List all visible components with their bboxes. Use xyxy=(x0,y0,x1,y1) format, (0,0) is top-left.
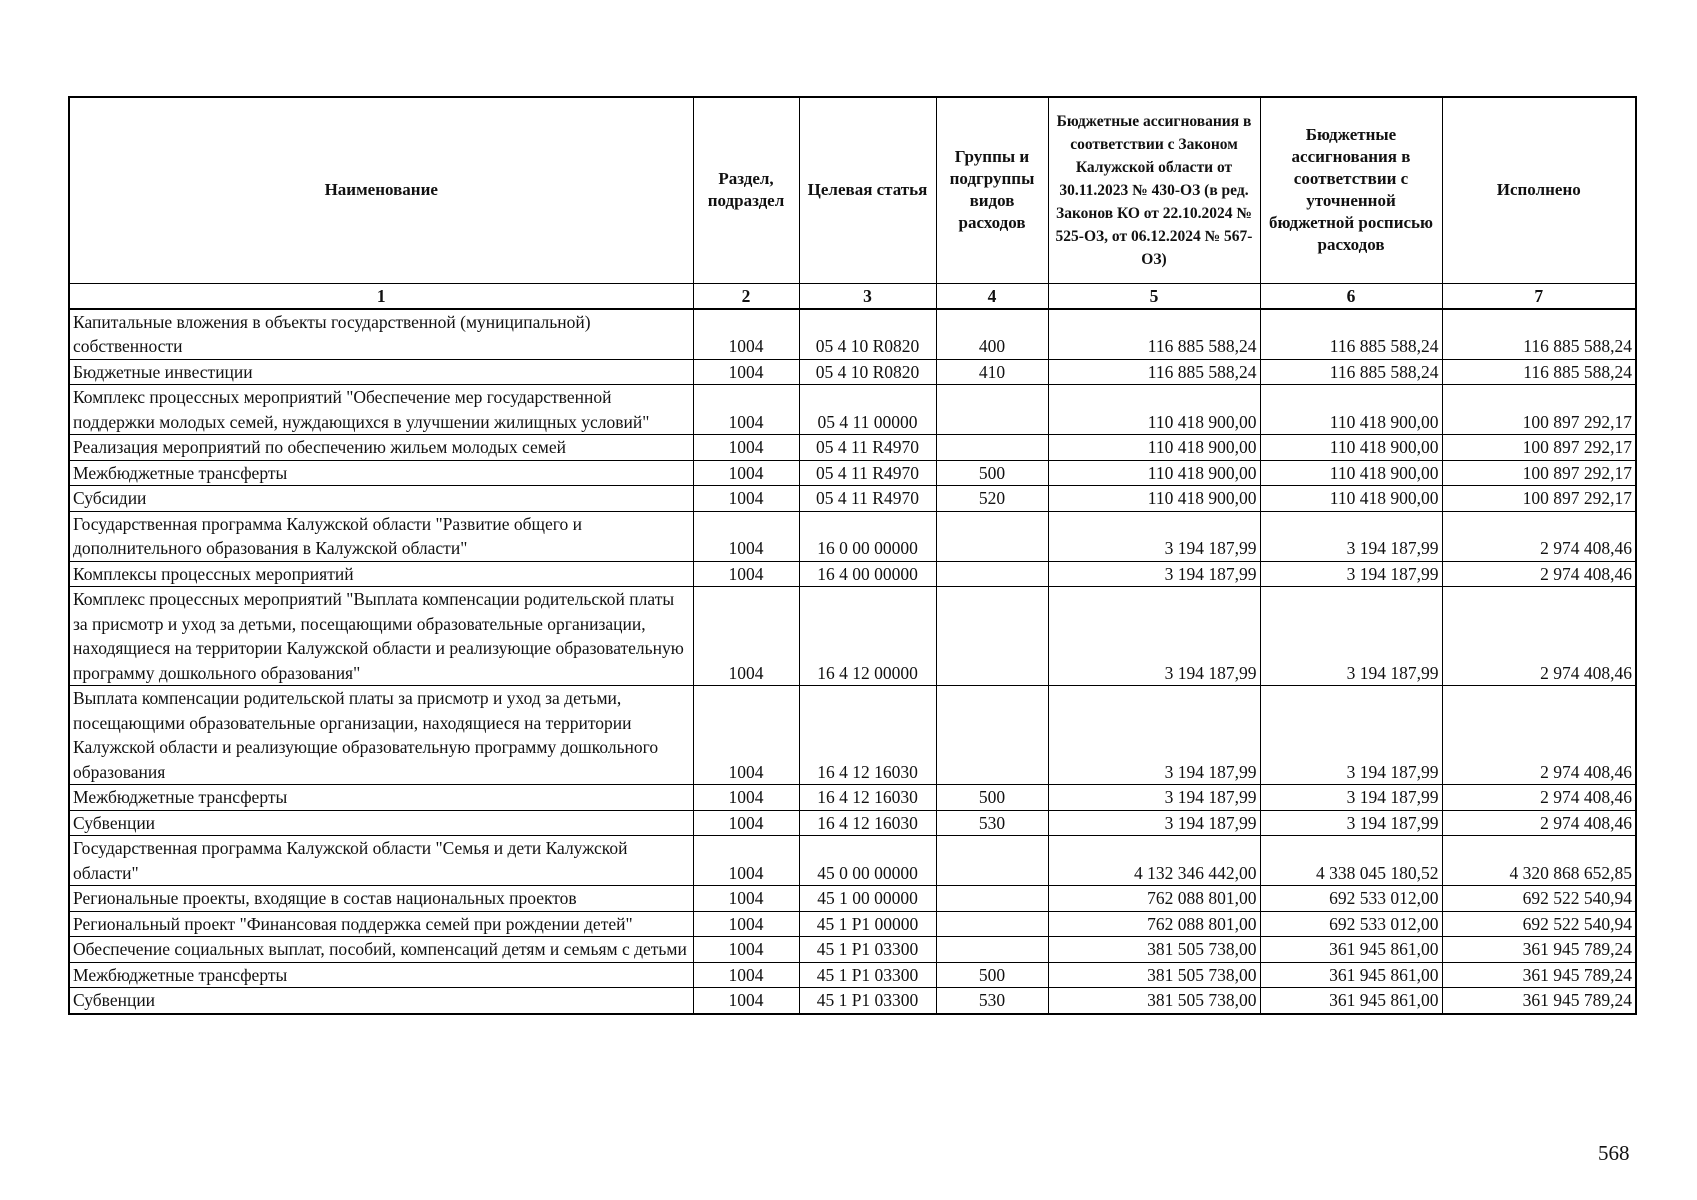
cell-expense-group: 530 xyxy=(936,810,1048,836)
header-groups: Группы и подгруппы видов расходов xyxy=(936,97,1048,283)
cell-target-article: 45 1 P1 03300 xyxy=(799,962,936,988)
cell-executed: 2 974 408,46 xyxy=(1442,511,1636,561)
table-row xyxy=(69,810,1636,836)
cell-expense-group: 500 xyxy=(936,785,1048,811)
cell-target-article: 45 0 00 00000 xyxy=(799,836,936,886)
cell-law-allocation: 110 418 900,00 xyxy=(1048,385,1260,435)
cell-schedule-allocation: 116 885 588,24 xyxy=(1260,309,1442,360)
cell-law-allocation: 3 194 187,99 xyxy=(1048,810,1260,836)
cell-executed: 2 974 408,46 xyxy=(1442,785,1636,811)
cell-name: Государственная программа Калужской области "Семья и дети Калужской области" xyxy=(69,836,693,886)
table-row xyxy=(69,435,1636,461)
cell-schedule-allocation: 4 338 045 180,52 xyxy=(1260,836,1442,886)
cell-target-article: 45 1 00 00000 xyxy=(799,886,936,912)
cell-law-allocation: 3 194 187,99 xyxy=(1048,686,1260,785)
column-number: 1 xyxy=(69,283,693,309)
cell-target-article: 45 1 P1 03300 xyxy=(799,937,936,963)
cell-law-allocation: 4 132 346 442,00 xyxy=(1048,836,1260,886)
cell-expense-group: 500 xyxy=(936,962,1048,988)
page-number: 568 xyxy=(1598,1141,1630,1165)
cell-section: 1004 xyxy=(693,460,799,486)
cell-name: Государственная программа Калужской области "Развитие общего и дополнительного образования в Калужской области" xyxy=(69,511,693,561)
header-executed: Исполнено xyxy=(1442,97,1636,283)
table-row xyxy=(69,486,1636,512)
cell-target-article: 45 1 P1 00000 xyxy=(799,911,936,937)
cell-law-allocation: 116 885 588,24 xyxy=(1048,359,1260,385)
cell-schedule-allocation: 110 418 900,00 xyxy=(1260,460,1442,486)
cell-executed: 100 897 292,17 xyxy=(1442,460,1636,486)
table-row xyxy=(69,511,1636,561)
table-row xyxy=(69,962,1636,988)
cell-law-allocation: 110 418 900,00 xyxy=(1048,486,1260,512)
cell-law-allocation: 110 418 900,00 xyxy=(1048,460,1260,486)
cell-section: 1004 xyxy=(693,836,799,886)
cell-name: Межбюджетные трансферты xyxy=(69,962,693,988)
table-row xyxy=(69,309,1636,360)
column-number: 3 xyxy=(799,283,936,309)
cell-name: Выплата компенсации родительской платы за присмотр и уход за детьми, посещающими образовательные организации, находящиеся на территории Калужской области и реализующие образовательную программу дошкольного образования xyxy=(69,686,693,785)
table-row xyxy=(69,561,1636,587)
cell-schedule-allocation: 110 418 900,00 xyxy=(1260,385,1442,435)
cell-section: 1004 xyxy=(693,359,799,385)
cell-name: Комплекс процессных мероприятий "Выплата компенсации родительской платы за присмотр и уход за детьми, посещающими образовательные организации, находящиеся на территории Калужской области и реализующие образовательную программу дошкольного образования" xyxy=(69,587,693,686)
table-row xyxy=(69,686,1636,785)
cell-section: 1004 xyxy=(693,988,799,1014)
cell-schedule-allocation: 3 194 187,99 xyxy=(1260,511,1442,561)
cell-schedule-allocation: 3 194 187,99 xyxy=(1260,686,1442,785)
cell-executed: 4 320 868 652,85 xyxy=(1442,836,1636,886)
cell-schedule-allocation: 110 418 900,00 xyxy=(1260,435,1442,461)
cell-law-allocation: 116 885 588,24 xyxy=(1048,309,1260,360)
cell-section: 1004 xyxy=(693,309,799,360)
cell-expense-group xyxy=(936,561,1048,587)
cell-section: 1004 xyxy=(693,962,799,988)
cell-schedule-allocation: 116 885 588,24 xyxy=(1260,359,1442,385)
cell-executed: 361 945 789,24 xyxy=(1442,988,1636,1014)
cell-schedule-allocation: 692 533 012,00 xyxy=(1260,886,1442,912)
cell-target-article: 05 4 11 00000 xyxy=(799,385,936,435)
cell-name: Обеспечение социальных выплат, пособий, компенсаций детям и семьям с детьми xyxy=(69,937,693,963)
column-number: 6 xyxy=(1260,283,1442,309)
table-header xyxy=(69,97,1636,309)
cell-law-allocation: 3 194 187,99 xyxy=(1048,785,1260,811)
table-row xyxy=(69,359,1636,385)
cell-expense-group: 530 xyxy=(936,988,1048,1014)
cell-section: 1004 xyxy=(693,937,799,963)
cell-executed: 116 885 588,24 xyxy=(1442,359,1636,385)
column-number-row xyxy=(69,283,1636,309)
header-law-allocations: Бюджетные ассигнования в соответствии с Законом Калужской области от 30.11.2023 № 430-ОЗ (в ред. Законов КО от 22.10.2024 № 525-ОЗ, от 06.12.2024 № 567-ОЗ) xyxy=(1048,97,1260,283)
cell-expense-group xyxy=(936,836,1048,886)
cell-executed: 2 974 408,46 xyxy=(1442,561,1636,587)
cell-section: 1004 xyxy=(693,435,799,461)
cell-expense-group xyxy=(936,886,1048,912)
cell-law-allocation: 3 194 187,99 xyxy=(1048,561,1260,587)
cell-expense-group: 520 xyxy=(936,486,1048,512)
cell-expense-group xyxy=(936,385,1048,435)
cell-target-article: 05 4 11 R4970 xyxy=(799,460,936,486)
cell-section: 1004 xyxy=(693,785,799,811)
table-body xyxy=(69,309,1636,1014)
cell-name: Региональный проект "Финансовая поддержка семей при рождении детей" xyxy=(69,911,693,937)
cell-section: 1004 xyxy=(693,686,799,785)
table-row xyxy=(69,886,1636,912)
cell-executed: 100 897 292,17 xyxy=(1442,486,1636,512)
cell-name: Субвенции xyxy=(69,988,693,1014)
cell-executed: 100 897 292,17 xyxy=(1442,435,1636,461)
cell-schedule-allocation: 3 194 187,99 xyxy=(1260,810,1442,836)
cell-section: 1004 xyxy=(693,385,799,435)
header-schedule-allocations: Бюджетные ассигнования в соответствии с уточненной бюджетной росписью расходов xyxy=(1260,97,1442,283)
cell-name: Комплексы процессных мероприятий xyxy=(69,561,693,587)
cell-executed: 692 522 540,94 xyxy=(1442,911,1636,937)
cell-executed: 692 522 540,94 xyxy=(1442,886,1636,912)
cell-executed: 361 945 789,24 xyxy=(1442,937,1636,963)
budget-table xyxy=(68,96,1637,1015)
table-row xyxy=(69,836,1636,886)
header-name: Наименование xyxy=(69,97,693,283)
cell-target-article: 16 4 12 16030 xyxy=(799,686,936,785)
cell-section: 1004 xyxy=(693,911,799,937)
column-number: 5 xyxy=(1048,283,1260,309)
cell-name: Бюджетные инвестиции xyxy=(69,359,693,385)
cell-expense-group xyxy=(936,511,1048,561)
cell-name: Субсидии xyxy=(69,486,693,512)
table-row xyxy=(69,587,1636,686)
cell-schedule-allocation: 361 945 861,00 xyxy=(1260,962,1442,988)
cell-target-article: 05 4 11 R4970 xyxy=(799,435,936,461)
cell-name: Капитальные вложения в объекты государственной (муниципальной) собственности xyxy=(69,309,693,360)
cell-section: 1004 xyxy=(693,810,799,836)
cell-law-allocation: 381 505 738,00 xyxy=(1048,937,1260,963)
cell-section: 1004 xyxy=(693,561,799,587)
cell-law-allocation: 381 505 738,00 xyxy=(1048,988,1260,1014)
cell-target-article: 05 4 11 R4970 xyxy=(799,486,936,512)
cell-expense-group xyxy=(936,435,1048,461)
cell-name: Субвенции xyxy=(69,810,693,836)
header-target: Целевая статья xyxy=(799,97,936,283)
cell-section: 1004 xyxy=(693,587,799,686)
cell-expense-group: 400 xyxy=(936,309,1048,360)
cell-expense-group: 500 xyxy=(936,460,1048,486)
cell-schedule-allocation: 110 418 900,00 xyxy=(1260,486,1442,512)
column-number: 2 xyxy=(693,283,799,309)
cell-expense-group xyxy=(936,587,1048,686)
table-row xyxy=(69,460,1636,486)
table-row xyxy=(69,911,1636,937)
cell-name: Реализация мероприятий по обеспечению жильем молодых семей xyxy=(69,435,693,461)
cell-law-allocation: 381 505 738,00 xyxy=(1048,962,1260,988)
cell-section: 1004 xyxy=(693,886,799,912)
cell-target-article: 05 4 10 R0820 xyxy=(799,359,936,385)
column-number: 4 xyxy=(936,283,1048,309)
cell-schedule-allocation: 3 194 187,99 xyxy=(1260,587,1442,686)
cell-schedule-allocation: 692 533 012,00 xyxy=(1260,911,1442,937)
cell-target-article: 16 4 12 16030 xyxy=(799,785,936,811)
cell-expense-group xyxy=(936,937,1048,963)
cell-executed: 2 974 408,46 xyxy=(1442,587,1636,686)
cell-expense-group xyxy=(936,686,1048,785)
cell-law-allocation: 3 194 187,99 xyxy=(1048,587,1260,686)
cell-target-article: 16 4 00 00000 xyxy=(799,561,936,587)
cell-expense-group: 410 xyxy=(936,359,1048,385)
header-section: Раздел, подраздел xyxy=(693,97,799,283)
cell-target-article: 16 4 12 16030 xyxy=(799,810,936,836)
cell-schedule-allocation: 3 194 187,99 xyxy=(1260,785,1442,811)
table-row xyxy=(69,937,1636,963)
table-row xyxy=(69,385,1636,435)
cell-executed: 116 885 588,24 xyxy=(1442,309,1636,360)
cell-section: 1004 xyxy=(693,486,799,512)
table-row xyxy=(69,988,1636,1014)
cell-name: Межбюджетные трансферты xyxy=(69,785,693,811)
cell-executed: 100 897 292,17 xyxy=(1442,385,1636,435)
cell-schedule-allocation: 3 194 187,99 xyxy=(1260,561,1442,587)
cell-expense-group xyxy=(936,911,1048,937)
cell-target-article: 05 4 10 R0820 xyxy=(799,309,936,360)
cell-law-allocation: 762 088 801,00 xyxy=(1048,911,1260,937)
cell-name: Комплекс процессных мероприятий "Обеспечение мер государственной поддержки молодых семей, нуждающихся в улучшении жилищных условий" xyxy=(69,385,693,435)
cell-law-allocation: 3 194 187,99 xyxy=(1048,511,1260,561)
cell-executed: 2 974 408,46 xyxy=(1442,686,1636,785)
cell-executed: 2 974 408,46 xyxy=(1442,810,1636,836)
column-number: 7 xyxy=(1442,283,1636,309)
cell-executed: 361 945 789,24 xyxy=(1442,962,1636,988)
cell-name: Региональные проекты, входящие в состав национальных проектов xyxy=(69,886,693,912)
cell-name: Межбюджетные трансферты xyxy=(69,460,693,486)
header-row xyxy=(69,97,1636,283)
cell-law-allocation: 762 088 801,00 xyxy=(1048,886,1260,912)
cell-schedule-allocation: 361 945 861,00 xyxy=(1260,988,1442,1014)
cell-section: 1004 xyxy=(693,511,799,561)
cell-target-article: 16 0 00 00000 xyxy=(799,511,936,561)
cell-target-article: 16 4 12 00000 xyxy=(799,587,936,686)
table-row xyxy=(69,785,1636,811)
cell-schedule-allocation: 361 945 861,00 xyxy=(1260,937,1442,963)
cell-target-article: 45 1 P1 03300 xyxy=(799,988,936,1014)
cell-law-allocation: 110 418 900,00 xyxy=(1048,435,1260,461)
